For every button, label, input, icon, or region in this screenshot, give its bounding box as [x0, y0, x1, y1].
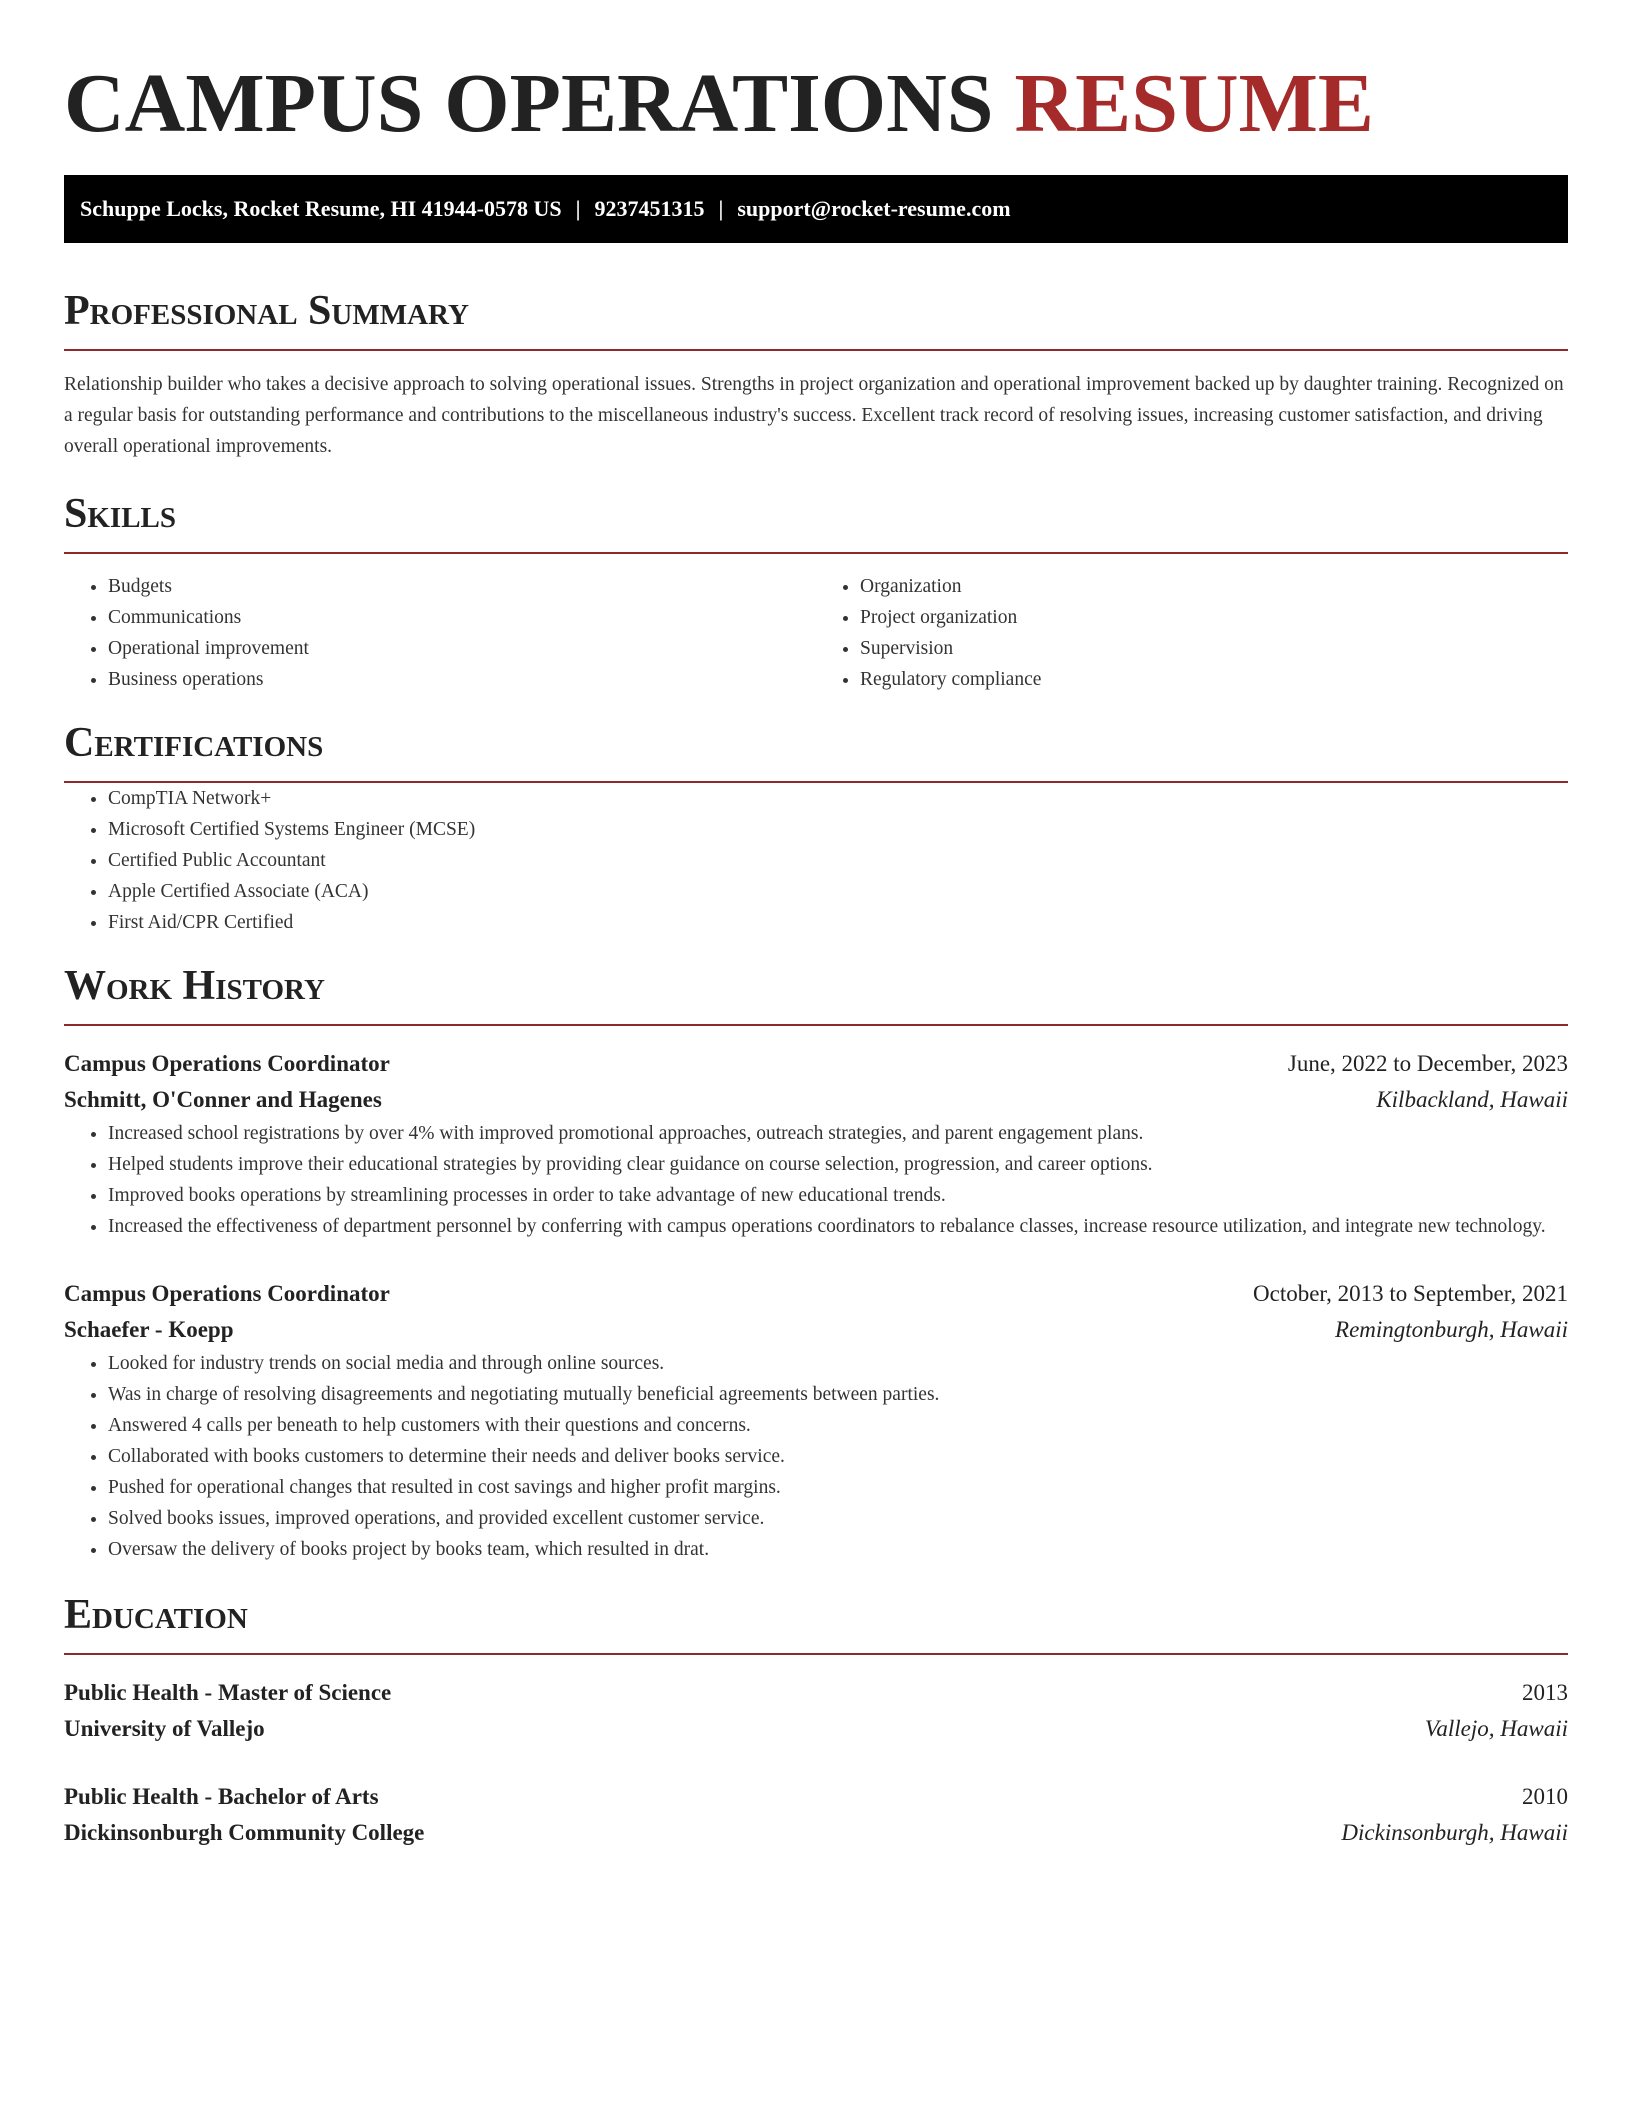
- work-history-heading: Work History: [64, 962, 1568, 1026]
- education-school: University of Vallejo: [64, 1716, 265, 1741]
- education-school-row: [64, 1815, 1568, 1851]
- education-school-row: [64, 1711, 1568, 1747]
- contact-separator: |: [718, 196, 724, 221]
- job-company: Schaefer - Koepp: [64, 1317, 234, 1342]
- education-school: Dickinsonburgh Community College: [64, 1820, 425, 1845]
- job-title-row: [64, 1276, 1568, 1312]
- certifications-heading: Certifications: [64, 719, 1568, 783]
- skills-columns: [64, 571, 1568, 695]
- education-year: 2010: [1522, 1784, 1568, 1809]
- education-degree: Public Health - Master of Science: [64, 1680, 392, 1705]
- education-location: Vallejo, Hawaii: [1424, 1716, 1568, 1741]
- job-bullet: • Oversaw the delivery of books project by books team, which resulted in drat.: [108, 1534, 1568, 1565]
- job-bullet: • Increased school registrations by over 4% with improved promotional approaches, outreach strategies, and parent engagement plans.: [108, 1118, 1568, 1149]
- certification-item: • Certified Public Accountant: [108, 845, 1568, 876]
- job-entry: [64, 1046, 1568, 1242]
- education-entry: [64, 1675, 1568, 1747]
- skill-item: • Supervision: [860, 633, 1568, 664]
- certification-item: • First Aid/CPR Certified: [108, 907, 1568, 938]
- skill-item: • Organization: [860, 571, 1568, 602]
- job-bullet: • Improved books operations by streamlining processes in order to take advantage of new educational trends.: [108, 1180, 1568, 1211]
- job-location: Remingtonburgh, Hawaii: [1335, 1317, 1568, 1342]
- job-bullet: • Increased the effectiveness of department personnel by conferring with campus operations coordinators to rebalance classes, increase resource utilization, and integrate new technology.: [108, 1211, 1568, 1242]
- job-bullet: • Looked for industry trends on social media and through online sources.: [108, 1348, 1568, 1379]
- skill-item: • Project organization: [860, 602, 1568, 633]
- education-degree-row: [64, 1675, 1568, 1711]
- job-bullet: • Helped students improve their educational strategies by providing clear guidance on course selection, progression, and career options.: [108, 1149, 1568, 1180]
- job-bullet: • Answered 4 calls per beneath to help customers with their questions and concerns.: [108, 1410, 1568, 1441]
- contact-bar: [64, 175, 1568, 243]
- skills-list-left: [64, 571, 816, 695]
- job-dates: October, 2013 to September, 2021: [1253, 1281, 1568, 1306]
- job-bullet: • Was in charge of resolving disagreements and negotiating mutually beneficial agreements between parties.: [108, 1379, 1568, 1410]
- skill-item: • Business operations: [108, 664, 816, 695]
- job-title: Campus Operations Coordinator: [64, 1051, 390, 1076]
- job-bullet: • Collaborated with books customers to determine their needs and deliver books service.: [108, 1441, 1568, 1472]
- job-bullets: [64, 1118, 1568, 1242]
- job-company: Schmitt, O'Conner and Hagenes: [64, 1087, 382, 1112]
- certification-item: • Microsoft Certified Systems Engineer (MCSE): [108, 814, 1568, 845]
- job-bullets: [64, 1348, 1568, 1565]
- skill-item: • Regulatory compliance: [860, 664, 1568, 695]
- contact-address: Schuppe Locks, Rocket Resume, HI 41944-0578 US: [80, 196, 562, 221]
- job-company-row: [64, 1082, 1568, 1118]
- title-main: CAMPUS OPERATIONS: [64, 57, 994, 150]
- job-title-row: [64, 1046, 1568, 1082]
- education-degree-row: [64, 1779, 1568, 1815]
- certifications-list: [64, 783, 1568, 938]
- contact-email: support@rocket-resume.com: [737, 196, 1011, 221]
- job-bullet: • Solved books issues, improved operations, and provided excellent customer service.: [108, 1503, 1568, 1534]
- job-title: Campus Operations Coordinator: [64, 1281, 390, 1306]
- education-heading: Education: [64, 1591, 1568, 1655]
- education-entry: [64, 1779, 1568, 1851]
- skills-heading: Skills: [64, 490, 1568, 554]
- job-dates: June, 2022 to December, 2023: [1287, 1051, 1568, 1076]
- education-degree: Public Health - Bachelor of Arts: [64, 1784, 379, 1809]
- education-location: Dickinsonburgh, Hawaii: [1341, 1820, 1568, 1845]
- job-bullet: • Pushed for operational changes that resulted in cost savings and higher profit margins.: [108, 1472, 1568, 1503]
- skill-item: • Operational improvement: [108, 633, 816, 664]
- skill-item: • Communications: [108, 602, 816, 633]
- summary-heading: Professional Summary: [64, 287, 1568, 351]
- skills-list-right: [816, 571, 1568, 695]
- contact-phone: 9237451315: [594, 196, 705, 221]
- education-year: 2013: [1522, 1680, 1568, 1705]
- job-company-row: [64, 1312, 1568, 1348]
- resume-title: [64, 56, 1568, 152]
- contact-separator: |: [575, 196, 581, 221]
- job-entry: [64, 1276, 1568, 1565]
- summary-text: Relationship builder who takes a decisive approach to solving operational issues. Strengths in project organization and operational improvement backed up by daughter training. Recognized on a regular basis for outstanding performance and contributions to the miscellaneous industry's success. Excellent track record of resolving issues, increasing customer satisfaction, and driving overall operational improvements.: [64, 374, 1564, 457]
- certification-item: • CompTIA Network+: [108, 783, 1568, 814]
- title-accent: RESUME: [1014, 57, 1374, 150]
- skill-item: • Budgets: [108, 571, 816, 602]
- job-location: Kilbackland, Hawaii: [1376, 1087, 1568, 1112]
- certification-item: • Apple Certified Associate (ACA): [108, 876, 1568, 907]
